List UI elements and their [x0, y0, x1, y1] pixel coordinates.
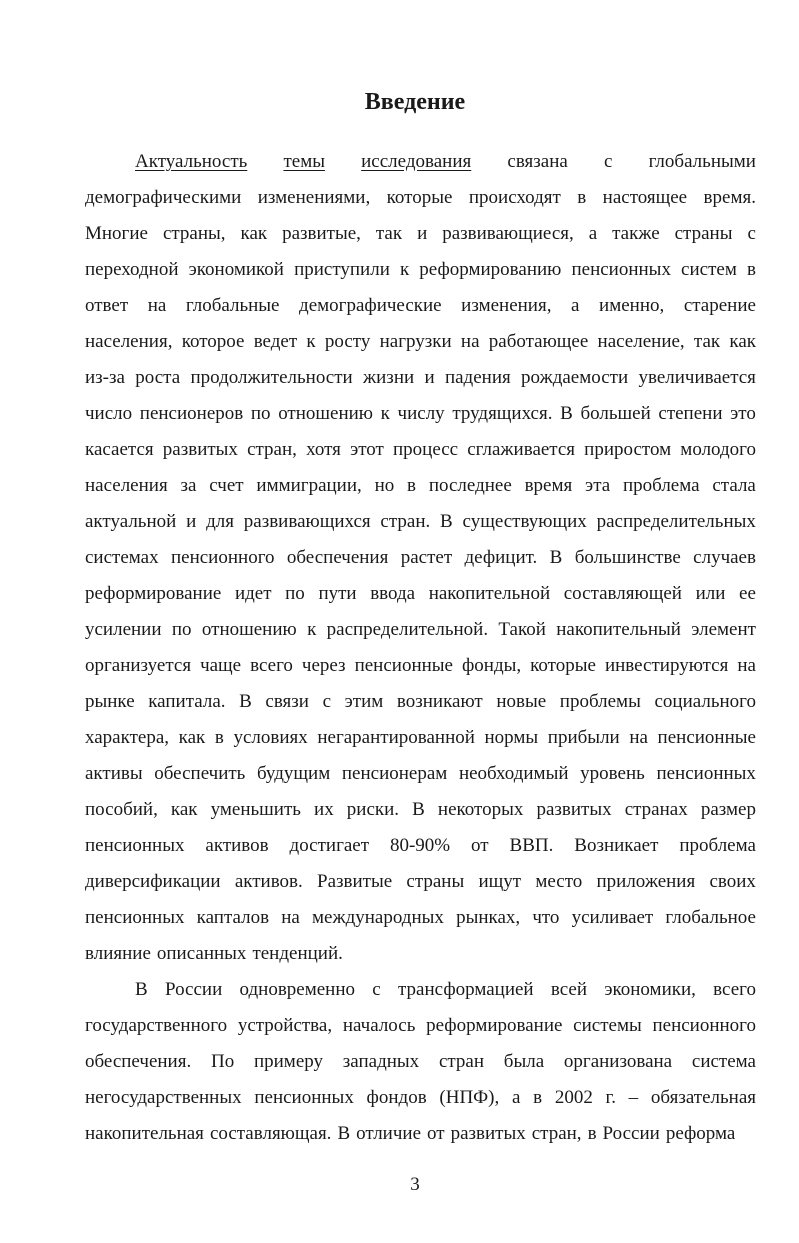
- text-line: обеспечения. По примеру западных стран была организована система: [85, 1051, 756, 1072]
- text-line: ответ на глобальные демографические изменения, а именно, старение: [85, 295, 756, 316]
- text-line: переходной экономикой приступили к реформированию пенсионных систем в: [85, 259, 756, 280]
- text-line: пенсионных активов достигает 80-90% от ВВП. Возникает проблема: [85, 835, 756, 856]
- text-line: населения, которое ведет к росту нагрузки на работающее население, так как: [85, 331, 756, 352]
- text-line: негосударственных пенсионных фондов (НПФ), а в 2002 г. – обязательная: [85, 1087, 756, 1108]
- page-title: Введение: [364, 89, 466, 115]
- text-line: характера, как в условиях негарантированной нормы прибыли на пенсионные: [85, 727, 756, 748]
- text-line: системах пенсионного обеспечения растет дефицит. В большинстве случаев: [85, 547, 756, 568]
- text-line: В России одновременно с трансформацией всей экономики, всего: [135, 979, 756, 1000]
- text-line: диверсификации активов. Развитые страны ищут место приложения своих: [85, 871, 756, 892]
- text-line: Актуальность темы исследования связана с глобальными: [135, 151, 756, 172]
- text-line: Многие страны, как развитые, так и развивающиеся, а также страны с: [85, 223, 756, 244]
- text-line: пенсионных капталов на международных рынках, что усиливает глобальное: [85, 907, 756, 928]
- text-line: накопительная составляющая. В отличие от развитых стран, в России реформа: [85, 1123, 736, 1144]
- text-line: из-за роста продолжительности жизни и падения рождаемости увеличивается: [85, 367, 756, 388]
- text-line: реформирование идет по пути ввода накопительной составляющей или ее: [85, 583, 756, 604]
- body-text: [85, 144, 756, 1152]
- text-line: актуальной и для развивающихся стран. В существующих распределительных: [85, 511, 756, 532]
- text-line: населения за счет иммиграции, но в последнее время эта проблема стала: [85, 475, 756, 496]
- text-line: государственного устройства, началось реформирование системы пенсионного: [85, 1015, 756, 1036]
- text-line: активы обеспечить будущим пенсионерам необходимый уровень пенсионных: [85, 763, 756, 784]
- text-line: усилении по отношению к распределительной. Такой накопительный элемент: [85, 619, 756, 640]
- paragraph-relevance: [85, 144, 756, 972]
- text-line: демографическими изменениями, которые происходят в настоящее время.: [85, 187, 756, 208]
- text-line: влияние описанных тенденций.: [85, 943, 343, 964]
- text-line: организуется чаще всего через пенсионные фонды, которые инвестируются на: [85, 655, 756, 676]
- paragraph-russia-reform: [85, 972, 756, 1152]
- text-line: касается развитых стран, хотя этот процесс сглаживается приростом молодого: [85, 439, 756, 460]
- text-line: число пенсионеров по отношению к числу трудящихся. В большей степени это: [85, 403, 756, 424]
- text-line: рынке капитала. В связи с этим возникают новые проблемы социального: [85, 691, 756, 712]
- page-number: 3: [410, 1174, 420, 1195]
- text-line: пособий, как уменьшить их риски. В некоторых развитых странах размер: [85, 799, 756, 820]
